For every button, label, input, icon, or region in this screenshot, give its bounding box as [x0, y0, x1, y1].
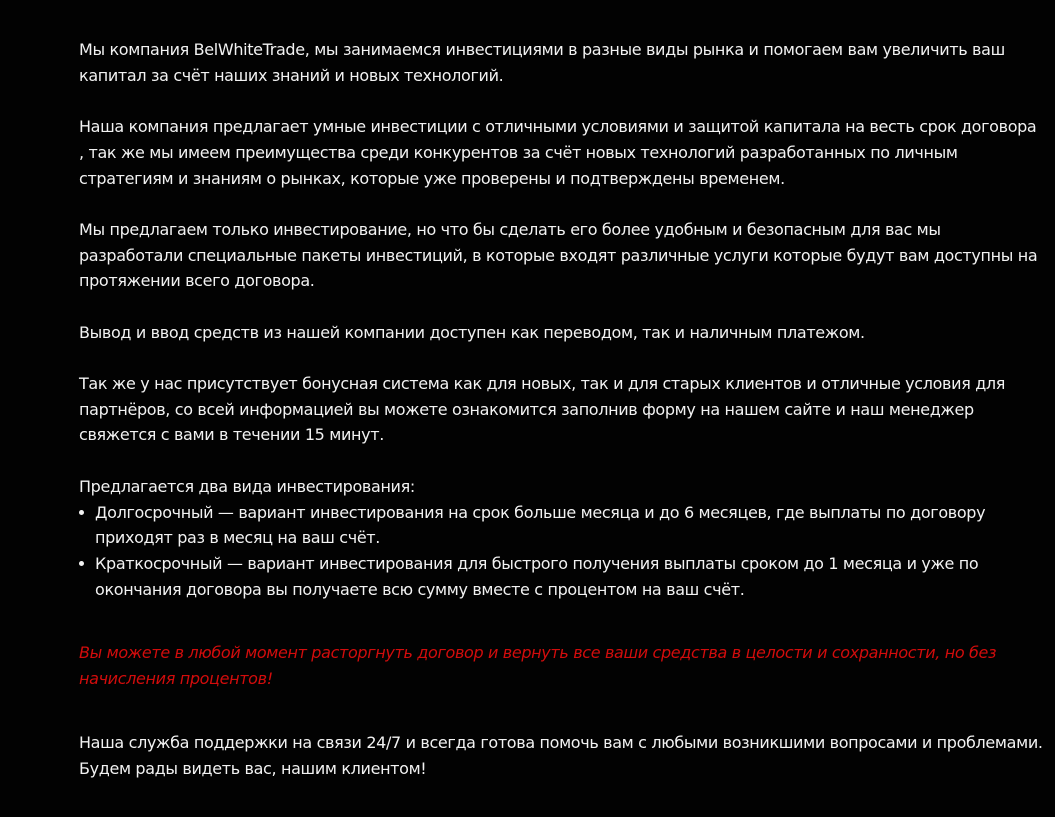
offer-paragraph: Наша компания предлагает умные инвестиции с отличными условиями и защитой капитала на весть срок договора , так же мы имеем преимущества среди конкурентов за счёт новых технологий разработанных по личным стратегиям и знаниям о рынках, которые уже проверены и подтверждены временем.	[79, 117, 1037, 188]
investment-types-list	[79, 500, 1044, 603]
investment-type-short-term: Краткосрочный — вариант инвестирования для быстрого получения выплаты сроком до 1 месяца и уже по окончания договора вы получаете всю сумму вместе с процентом на ваш счёт.	[79, 551, 1044, 602]
investment-type-long-term: Долгосрочный — вариант инвестирования на срок больше месяца и до 6 месяцев, где выплаты по договору приходят раз в месяц на ваш счёт.	[79, 500, 1044, 551]
closing-line: Будем рады видеть вас, нашим клиентом!	[79, 758, 427, 778]
termination-warning: Вы можете в любой момент расторгнуть договор и вернуть все ваши средства в целости и сохранности, но без начисления процентов!	[79, 643, 997, 689]
packages-paragraph: Мы предлагаем только инвестирование, но что бы сделать его более удобным и безопасным для вас мы разработали специальные пакеты инвестиций, в которые входят различные услуги которые будут вам доступны на протяжении всего договора.	[79, 219, 1038, 291]
intro-paragraph: Мы компания BelWhiteTrade, мы занимаемся инвестициями в разные виды рынка и помогаем вам увеличить ваш капитал за счёт наших знаний и новых технологий.	[79, 40, 1005, 85]
about-company-text	[79, 37, 1044, 781]
bonus-paragraph: Так же у нас присутствует бонусная система как для новых, так и для старых клиентов и отличные условия для партнёров, со всей информацией вы можете ознакомится заполнив форму на нашем сайте и наш менеджер свяжется с вами в течении 15 минут.	[79, 374, 1006, 445]
support-paragraph: Наша служба поддержки на связи 24/7 и всегда готова помочь вам с любыми возникшими вопросами и проблемами.	[79, 732, 1043, 752]
withdrawal-paragraph: Вывод и ввод средств из нашей компании доступен как переводом, так и наличным платежом.	[79, 322, 865, 342]
investment-types-intro: Предлагается два вида инвестирования:	[79, 476, 415, 496]
